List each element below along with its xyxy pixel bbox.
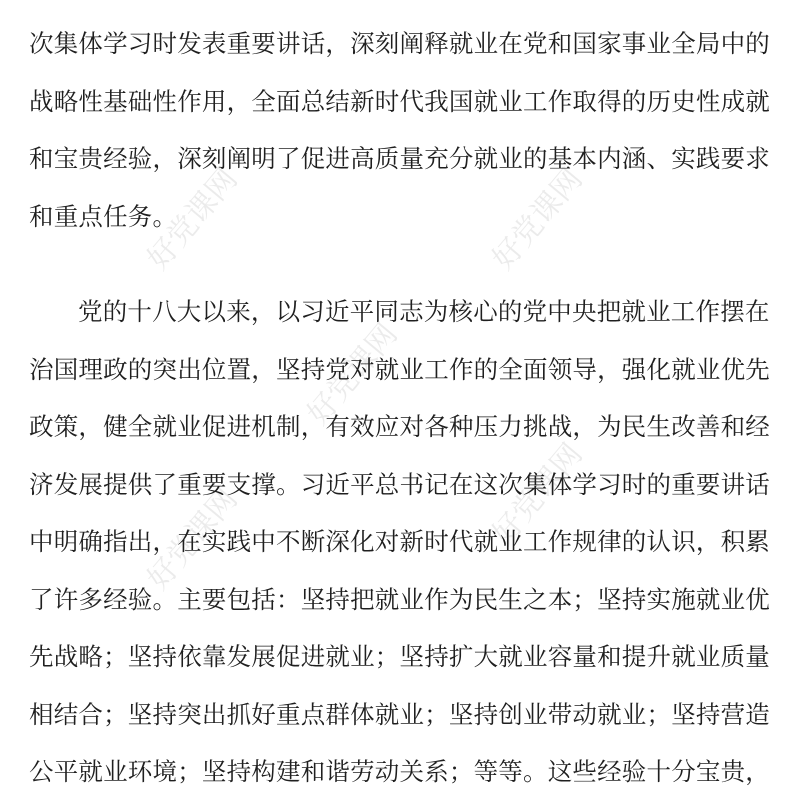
text-line: 中明确指出，在实践中不断深化对新时代就业工作规律的认识，积累 xyxy=(29,527,770,556)
watermark: 好党课网 xyxy=(300,317,405,432)
text-line: 济发展提供了重要支撑。习近平总书记在这次集体学习时的重要讲话 xyxy=(29,469,770,499)
text-line: 政策，健全就业促进机制，有效应对各种压力挑战，为民生改善和经 xyxy=(29,412,770,441)
watermark: 好党课网 xyxy=(140,162,245,277)
text-line: 党的十八大以来，以习近平同志为核心的党中央把就业工作摆在 xyxy=(78,297,770,326)
text-line: 和重点任务。 xyxy=(29,201,178,231)
text-line: 战略性基础性作用，全面总结新时代我国就业工作取得的历史性成就 xyxy=(29,86,770,116)
text-line: 次集体学习时发表重要讲话，深刻阐释就业在党和国家事业全局中的 xyxy=(29,29,770,58)
watermark: 好党课网 xyxy=(485,162,590,277)
text-line: 先战略；坚持依靠发展促进就业；坚持扩大就业容量和提升就业质量 xyxy=(29,642,770,671)
text-line: 和宝贵经验，深刻阐明了促进高质量充分就业的基本内涵、实践要求 xyxy=(29,144,770,173)
watermark: 好党课网 xyxy=(140,482,245,597)
text-line: 了许多经验。主要包括：坚持把就业作为民生之本；坚持实施就业优 xyxy=(29,584,770,614)
paragraph-1 xyxy=(29,15,777,245)
text-line: 相结合；坚持突出抓好重点群体就业；坚持创业带动就业；坚持营造 xyxy=(29,699,770,729)
text-line: 公平就业环境；坚持构建和谐劳动关系；等等。这些经验十分宝贵， xyxy=(29,757,770,786)
watermark: 好党课网 xyxy=(485,437,590,552)
text-line: 治国理政的突出位置，坚持党对就业工作的全面领导，强化就业优先 xyxy=(29,354,770,384)
paragraph-2 xyxy=(29,283,777,800)
